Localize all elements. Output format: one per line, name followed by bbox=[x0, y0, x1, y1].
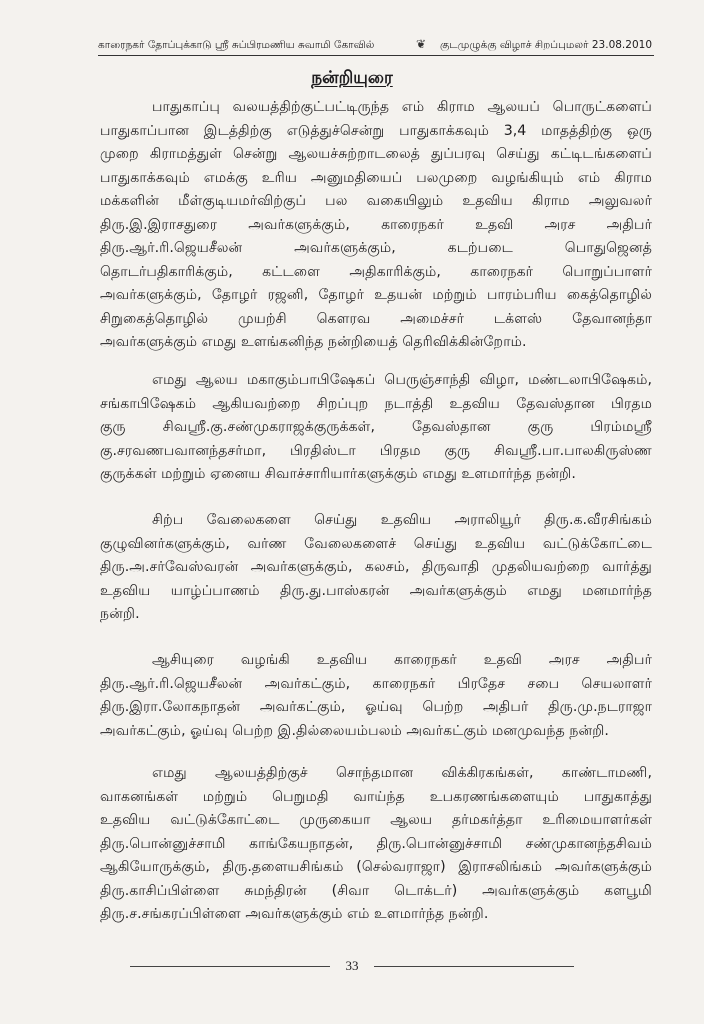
text-line: எமது ஆலயத்திற்குச் சொந்தமான விக்கிரகங்கள், காண்டாமணி, bbox=[152, 765, 652, 781]
text-line: திரு.ஆர்.ரி.ஜெயசீலன் அவர்களுக்கும், கடற்படை பொதுஜெனத் bbox=[100, 240, 652, 256]
text-line: குருக்கள் மற்றும் ஏனைய சிவாச்சாரியார்களுக்கும் எமது உளமார்ந்த நன்றி. bbox=[100, 466, 576, 482]
paragraph-3 bbox=[100, 509, 652, 627]
text-line: அவர்களுக்கும், தோழர் ரஜனி, தோழர் உதயன் மற்றும் பாரம்பரிய கைத்தொழில் bbox=[100, 287, 652, 303]
text-line: அவர்கட்கும், ஓய்வு பெற்ற இ.தில்லையம்பலம் அவர்கட்கும் மனமுவந்த நன்றி. bbox=[100, 722, 609, 739]
header-rule bbox=[98, 55, 654, 56]
text-line: திரு.இ.இராசதுரை அவர்களுக்கும், காரைநகர் உதவி அரச அதிபர் bbox=[100, 216, 652, 233]
header-right-title: குடமுழுக்கு விழாச் சிறப்புமலர் 23.08.2010 bbox=[440, 39, 652, 51]
text-line: திரு.ச.சங்கரப்பிள்ளை அவர்களுக்கும் எம் உளமார்ந்த நன்றி. bbox=[100, 906, 489, 922]
text-line: திரு.பொன்னுச்சாமி காங்கேயநாதன், திரு.பொன்னுச்சாமி சண்முகானந்தசிவம் bbox=[100, 835, 652, 852]
paragraph-5 bbox=[100, 762, 652, 927]
text-line: சங்காபிஷேகம் ஆகியவற்றை சிறப்புற நடாத்தி உதவிய தேவஸ்தான பிரதம bbox=[100, 395, 652, 412]
text-line: அவர்களுக்கும் எமது உளங்கனிந்த நன்றியைத் தெரிவிக்கின்றோம். bbox=[100, 334, 527, 350]
text-line: திரு.ஆர்.ரி.ஜெயசீலன் அவர்கட்கும், காரைநகர் பிரதேச சபை செயலாளர் bbox=[100, 675, 652, 692]
text-line: மக்களின் மீள்குடியமர்விற்குப் பல வகையிலும் உதவிய கிராம அலுவலர் bbox=[100, 193, 652, 209]
text-line: எமது ஆலய மகாகும்பாபிஷேகப் பெருஞ்சாந்தி விழா, மண்டலாபிஷேகம், bbox=[152, 372, 652, 388]
text-line: சிற்ப வேலைகளை செய்து உதவிய அராலியூர் திரு.க.வீரசிங்கம் bbox=[152, 512, 652, 528]
text-line: சிறுகைத்தொழில் முயற்சி கௌரவ அமைச்சர் டக்ளஸ் தேவானந்தா bbox=[100, 310, 652, 327]
footer-rule-right bbox=[374, 966, 574, 967]
text-line: உதவிய வட்டுக்கோட்டை முருகையா ஆலய தர்மகர்த்தா உரிமையாளர்கள் bbox=[100, 812, 652, 828]
text-line: பாதுகாக்கவும் எமக்கு உரிய அனுமதியைப் பலமுறை வழங்கியும் எம் கிராம bbox=[100, 169, 652, 186]
text-line: நன்றி. bbox=[100, 606, 140, 622]
paragraph-1 bbox=[100, 96, 652, 355]
text-line: தொடர்பதிகாரிக்கும், கட்டளை அதிகாரிக்கும், காரைநகர் பொறுப்பாளர் bbox=[100, 263, 652, 280]
text-line: திரு.காசிப்பிள்ளை சுமந்திரன் (சிவா டொக்டர்) அவர்களுக்கும் களபூமி bbox=[100, 882, 652, 899]
text-line: திரு.இரா.லோகநாதன் அவர்கட்கும், ஓய்வு பெற்ற அதிபர் திரு.மு.நடராஜா bbox=[100, 699, 652, 715]
text-line: முறை கிராமத்துள் சென்று ஆலயச்சுற்றாடலைத் துப்பரவு செய்து கட்டிடங்களைப் bbox=[100, 146, 652, 162]
text-line: பாதுகாப்பு வலயத்திற்குட்பட்டிருந்த எம் கிராம ஆலயப் பொருட்களைப் bbox=[152, 99, 652, 115]
text-line: வாகனங்கள் மற்றும் பெறுமதி வாய்ந்த உபகரணங்களையும் பாதுகாத்து bbox=[100, 788, 652, 805]
header-left-title: காரைநகர் தோப்புக்காடு ஸ்ரீ சுப்பிரமணிய சுவாமி கோவில் bbox=[98, 39, 375, 51]
page-number: 33 bbox=[345, 958, 359, 973]
paragraph-4 bbox=[100, 649, 652, 743]
text-line: பாதுகாப்பான இடத்திற்கு எடுத்துச்சென்று பாதுகாக்கவும் 3,4 மாதத்திற்கு ஒரு bbox=[100, 122, 652, 139]
page-title: நன்றியுரை bbox=[311, 68, 393, 88]
running-header bbox=[98, 37, 652, 55]
text-line: குழுவினர்களுக்கும், வர்ண வேலைகளைச் செய்து உதவிய வட்டுக்கோட்டை bbox=[100, 535, 652, 552]
text-line: திரு.அ.சர்வேஸ்வரன் அவர்களுக்கும், கலசம், திருவாதி முதலியவற்றை வார்த்து bbox=[100, 559, 652, 575]
text-line: கு.சரவணபவானந்தசர்மா, பிரதிஸ்டா பிரதம குரு சிவஸ்ரீ.பா.பாலகிருஸ்ண bbox=[100, 442, 652, 459]
lamp-ornament-icon: ❦ bbox=[416, 37, 427, 51]
text-line: ஆகியோருக்கும், திரு.தளையசிங்கம் (செல்வராஜா) இராசலிங்கம் அவர்களுக்கும் bbox=[100, 859, 652, 875]
text-line: குரு சிவஸ்ரீ.கு.சண்முகராஜக்குருக்கள், தேவஸ்தான குரு பிரம்மஸ்ரீ bbox=[100, 419, 652, 435]
text-line: உதவிய யாழ்ப்பாணம் திரு.து.பாஸ்கரன் அவர்களுக்கும் எமது மனமார்ந்த bbox=[100, 582, 652, 599]
text-line: ஆசியுரை வழங்கி உதவிய காரைநகர் உதவி அரச அதிபர் bbox=[152, 652, 652, 668]
paragraph-2 bbox=[100, 369, 652, 487]
